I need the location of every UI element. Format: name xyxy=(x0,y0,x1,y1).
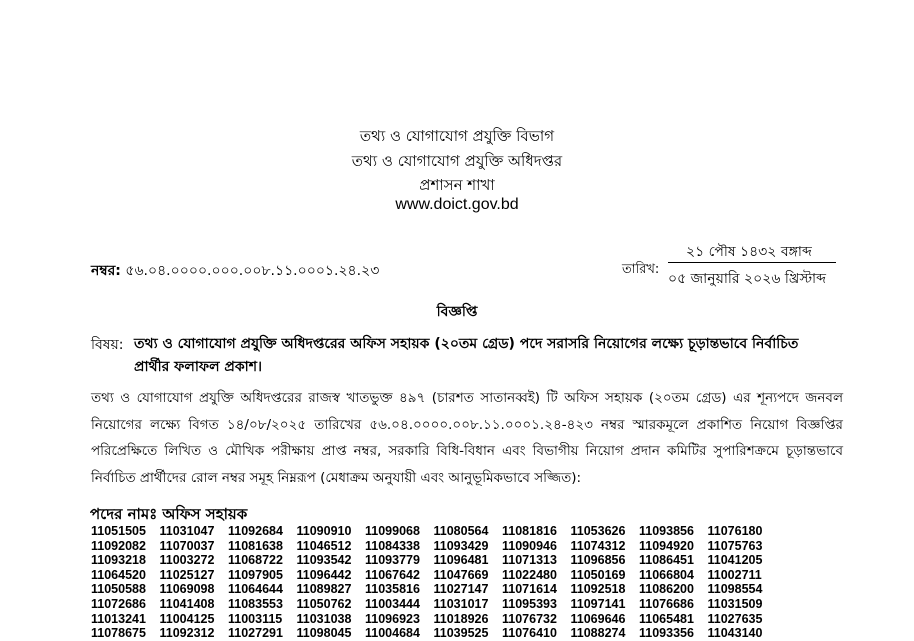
roll-number: 11069098 xyxy=(159,582,215,597)
roll-number: 11031038 xyxy=(296,611,352,626)
roll-number: 11071614 xyxy=(502,582,557,597)
notice-title: বিজ্ঞপ্তি xyxy=(436,304,478,320)
roll-number: 11013241 xyxy=(91,611,146,626)
post-title: পদের নামঃ অফিস সহায়ক xyxy=(90,505,248,523)
memo-number xyxy=(91,259,379,283)
date-bangla: ২১ পৌষ ১৪৩২ বঙ্গাব্দ xyxy=(686,244,812,260)
roll-number: 11099068 xyxy=(365,524,420,538)
roll-number: 11076686 xyxy=(639,596,694,611)
roll-number: 11046512 xyxy=(296,538,352,553)
roll-number: 11086200 xyxy=(639,582,694,597)
roll-number: 11078675 xyxy=(91,626,146,641)
roll-number: 11086451 xyxy=(639,553,694,568)
roll-number: 11027147 xyxy=(433,582,489,597)
ministry-name: তথ্য ও যোগাযোগ প্রযুক্তি বিভাগ xyxy=(359,127,555,145)
section-name: প্রশাসন শাখা xyxy=(419,176,495,194)
roll-number: 11043140 xyxy=(707,626,763,641)
subject-text: তথ্য ও যোগাযোগ প্রযুক্তি অধিদপ্তরের অফিস সহায়ক (২০তম গ্রেড) পদে সরাসরি নিয়োগের লক্ষ্যে চূড়ান্তভাবে নির্বাচিত প্রার্থীর ফলাফল প্রকাশ। xyxy=(134,336,799,375)
date-divider xyxy=(668,262,836,263)
roll-number: 11092518 xyxy=(570,582,626,597)
roll-number: 11088274 xyxy=(570,626,626,641)
date-gregorian: ০৫ জানুয়ারি ২০২৬ খ্রিস্টাব্দ xyxy=(668,271,826,287)
roll-number: 11093542 xyxy=(296,553,352,568)
roll-number: 11069646 xyxy=(570,611,626,626)
roll-number: 11066804 xyxy=(639,567,694,582)
roll-number: 11093429 xyxy=(433,538,489,553)
roll-number: 11081638 xyxy=(228,538,283,553)
roll-number: 11068722 xyxy=(228,553,283,568)
roll-number: 11084338 xyxy=(365,538,420,553)
roll-number: 11031017 xyxy=(433,596,489,611)
roll-number: 11003444 xyxy=(365,596,420,611)
roll-number: 11096923 xyxy=(365,611,420,626)
roll-number: 11041408 xyxy=(159,596,215,611)
roll-number: 11098554 xyxy=(707,582,763,597)
roll-number: 11092684 xyxy=(228,524,283,538)
roll-number: 11039525 xyxy=(433,626,489,641)
roll-number: 11047669 xyxy=(433,567,489,582)
roll-number: 11003115 xyxy=(228,611,283,626)
roll-number: 11097905 xyxy=(228,567,283,582)
department-name: তথ্য ও যোগাযোগ প্রযুক্তি অধিদপ্তর xyxy=(351,152,563,170)
roll-number: 11064520 xyxy=(91,567,146,582)
notice-body: তথ্য ও যোগাযোগ প্রযুক্তি অধিদপ্তরের রাজস্ব খাতভুক্ত ৪৯৭ (চারশত সাতানব্বই) টি অফিস সহায়ক (২০তম গ্রেড) এর শূন্যপদে জনবল নিয়োগের লক্ষ্যে বিগত ১৪/০৮/২০২৫ তারিখের ৫৬.০৪.০০০০.০০৮.১১.০০০১.২৪-৪২৩ নম্বর স্মারকমূলে প্রকাশিত নিয়োগ বিজ্ঞপ্তির পরিপ্রেক্ষিতে লিখিত ও মৌখিক পরীক্ষায় প্রাপ্ত নম্বর, সরকারি বিধি-বিধান এবং বিভাগীয় নিয়োগ প্রদান কমিটির সুপারিশক্রমে চূড়ান্তভাবে নির্বাচিত প্রার্থীদের রোল নম্বর সমূহ নিম্নরূপ (মেধাক্রম অনুযায়ী এবং আনুভূমিকভাবে সজ্জিত): xyxy=(91,390,843,486)
roll-number: 11004125 xyxy=(159,611,215,626)
roll-number: 11041205 xyxy=(707,553,763,568)
roll-number: 11093856 xyxy=(639,524,694,538)
memo-value: ৫৬.০৪.০০০০.০০০.০০৮.১১.০০০১.২৪.২৩ xyxy=(125,263,380,279)
roll-number: 11092082 xyxy=(91,538,146,553)
memo-label: নম্বর: xyxy=(91,263,121,279)
roll-number: 11095393 xyxy=(502,596,557,611)
roll-number: 11018926 xyxy=(433,611,489,626)
roll-number: 11067642 xyxy=(365,567,420,582)
roll-number: 11072686 xyxy=(91,596,146,611)
roll-number: 11094920 xyxy=(639,538,694,553)
roll-number: 11050588 xyxy=(91,582,146,597)
roll-number: 11031047 xyxy=(159,524,215,538)
roll-number: 11092312 xyxy=(159,626,215,641)
roll-number: 11097141 xyxy=(570,596,626,611)
roll-number: 11003272 xyxy=(159,553,215,568)
roll-number: 11074312 xyxy=(570,538,626,553)
roll-number: 11050762 xyxy=(296,596,352,611)
roll-number: 11093218 xyxy=(91,553,146,568)
roll-number: 11080564 xyxy=(433,524,489,538)
roll-number: 11031509 xyxy=(707,596,763,611)
roll-number-grid xyxy=(91,524,776,641)
roll-number: 11089827 xyxy=(296,582,352,597)
roll-number: 11050169 xyxy=(570,567,626,582)
roll-number: 11035816 xyxy=(365,582,420,597)
roll-number: 11076180 xyxy=(707,524,763,538)
roll-number: 11093779 xyxy=(365,553,420,568)
subject-label: বিষয়: xyxy=(91,337,124,353)
roll-number: 11093356 xyxy=(639,626,694,641)
roll-number: 11090910 xyxy=(296,524,352,538)
roll-number: 11096856 xyxy=(570,553,626,568)
roll-number: 11071313 xyxy=(502,553,557,568)
website-link[interactable]: www.doict.gov.bd xyxy=(395,196,519,213)
roll-number: 11002711 xyxy=(707,567,762,582)
roll-number: 11076732 xyxy=(502,611,557,626)
roll-number: 11022480 xyxy=(502,567,557,582)
roll-number: 11027291 xyxy=(228,626,283,641)
roll-number: 11025127 xyxy=(159,567,215,582)
roll-number: 11096481 xyxy=(433,553,489,568)
date-label: তারিখ: xyxy=(622,262,660,277)
roll-number: 11098045 xyxy=(296,626,352,641)
roll-number: 11027635 xyxy=(707,611,763,626)
roll-number: 11096442 xyxy=(296,567,352,582)
roll-number: 11083553 xyxy=(228,596,283,611)
roll-number: 11065481 xyxy=(639,611,694,626)
roll-number: 11081816 xyxy=(502,524,557,538)
roll-number: 11070037 xyxy=(159,538,215,553)
roll-number: 11004684 xyxy=(365,626,420,641)
roll-number: 11051505 xyxy=(91,524,146,538)
roll-number: 11064644 xyxy=(228,582,283,597)
roll-number: 11076410 xyxy=(502,626,557,641)
roll-number: 11090946 xyxy=(502,538,557,553)
roll-number: 11053626 xyxy=(570,524,626,538)
roll-number: 11075763 xyxy=(707,538,763,553)
